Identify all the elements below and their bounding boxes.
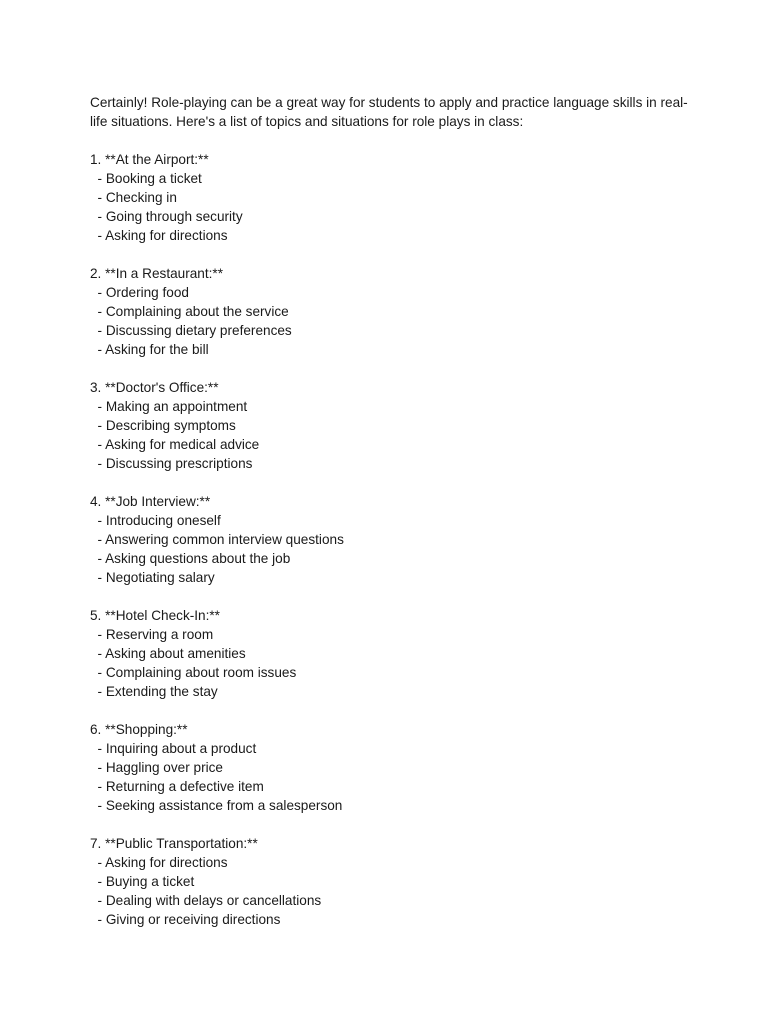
- list-item: - Going through security: [90, 209, 243, 224]
- list-item: - Haggling over price: [90, 760, 223, 775]
- list-item: - Complaining about room issues: [90, 665, 297, 680]
- section-job-interview: [90, 492, 690, 587]
- section-heading: 6. **Shopping:**: [90, 722, 188, 737]
- list-item: - Complaining about the service: [90, 304, 289, 319]
- list-item: - Asking about amenities: [90, 646, 246, 661]
- intro-paragraph: Certainly! Role-playing can be a great way for students to apply and practice language skills in real-life situations. Here's a list of topics and situations for role plays in class:: [90, 95, 688, 129]
- list-item: - Answering common interview questions: [90, 532, 344, 547]
- list-item: - Negotiating salary: [90, 570, 215, 585]
- section-item-list: [90, 853, 690, 929]
- list-item: - Discussing dietary preferences: [90, 323, 292, 338]
- section-item-list: [90, 739, 690, 815]
- list-item: - Asking for medical advice: [90, 437, 260, 452]
- list-item: - Checking in: [90, 190, 177, 205]
- list-item: - Asking questions about the job: [90, 551, 291, 566]
- section-item-list: [90, 511, 690, 587]
- list-item: - Dealing with delays or cancellations: [90, 893, 322, 908]
- list-item: - Asking for directions: [90, 228, 228, 243]
- section-shopping: [90, 720, 690, 815]
- list-item: - Describing symptoms: [90, 418, 236, 433]
- section-item-list: [90, 397, 690, 473]
- list-item: - Making an appointment: [90, 399, 248, 414]
- list-item: - Asking for directions: [90, 855, 228, 870]
- section-item-list: [90, 283, 690, 359]
- section-public-transportation: [90, 834, 690, 929]
- section-doctors-office: [90, 378, 690, 473]
- section-airport: [90, 150, 690, 245]
- list-item: - Giving or receiving directions: [90, 912, 281, 927]
- list-item: - Inquiring about a product: [90, 741, 257, 756]
- section-restaurant: [90, 264, 690, 359]
- list-item: - Buying a ticket: [90, 874, 195, 889]
- section-heading: 3. **Doctor's Office:**: [90, 380, 219, 395]
- list-item: - Introducing oneself: [90, 513, 221, 528]
- list-item: - Seeking assistance from a salesperson: [90, 798, 343, 813]
- section-heading: 4. **Job Interview:**: [90, 494, 211, 509]
- section-item-list: [90, 625, 690, 701]
- list-item: - Booking a ticket: [90, 171, 202, 186]
- list-item: - Reserving a room: [90, 627, 214, 642]
- list-item: - Asking for the bill: [90, 342, 209, 357]
- section-heading: 1. **At the Airport:**: [90, 152, 209, 167]
- section-heading: 7. **Public Transportation:**: [90, 836, 258, 851]
- list-item: - Ordering food: [90, 285, 189, 300]
- list-item: - Returning a defective item: [90, 779, 264, 794]
- document-content: [90, 93, 690, 948]
- list-item: - Discussing prescriptions: [90, 456, 253, 471]
- section-item-list: [90, 169, 690, 245]
- section-hotel-check-in: [90, 606, 690, 701]
- section-heading: 2. **In a Restaurant:**: [90, 266, 223, 281]
- list-item: - Extending the stay: [90, 684, 218, 699]
- section-heading: 5. **Hotel Check-In:**: [90, 608, 220, 623]
